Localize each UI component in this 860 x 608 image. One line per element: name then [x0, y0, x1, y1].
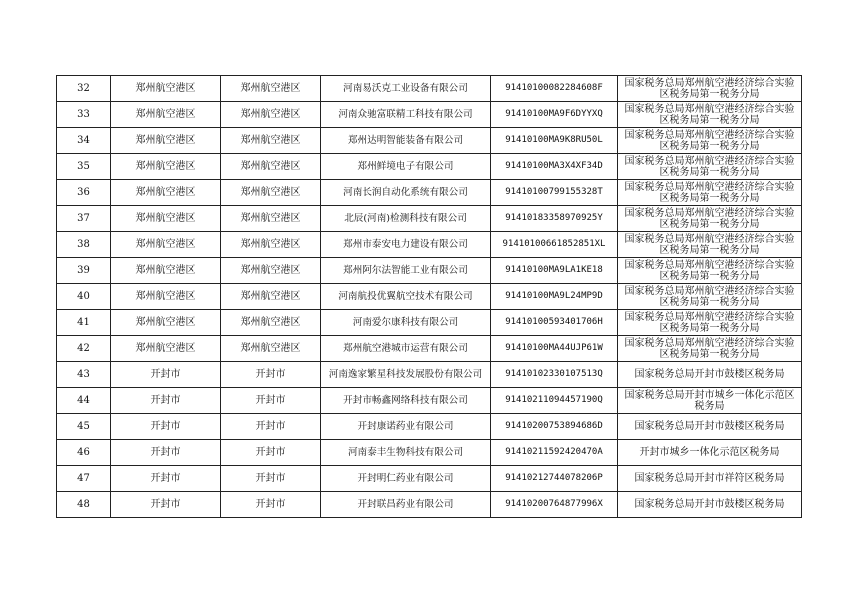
credit-code-cell: 91410102330107513Q: [491, 362, 618, 388]
credit-code-cell: 91410100MA44UJP61W: [491, 336, 618, 362]
district-cell: 郑州航空港区: [221, 206, 321, 232]
tax-office-cell: 国家税务总局郑州航空港经济综合实验区税务局第一税务分局: [618, 128, 802, 154]
region-cell: 郑州航空港区: [111, 336, 221, 362]
tax-office-cell: 开封市城乡一体化示范区税务局: [618, 440, 802, 466]
company-name-cell: 郑州鲜境电子有限公司: [321, 154, 491, 180]
region-cell: 郑州航空港区: [111, 310, 221, 336]
row-number-cell: 37: [57, 206, 111, 232]
region-cell: 开封市: [111, 388, 221, 414]
table-body: [57, 76, 802, 518]
region-cell: 郑州航空港区: [111, 180, 221, 206]
table-row: [57, 414, 802, 440]
company-name-cell: 北辰(河南)检测科技有限公司: [321, 206, 491, 232]
company-name-cell: 开封联昌药业有限公司: [321, 492, 491, 518]
tax-office-cell: 国家税务总局郑州航空港经济综合实验区税务局第一税务分局: [618, 258, 802, 284]
row-number-cell: 47: [57, 466, 111, 492]
tax-office-cell: 国家税务总局郑州航空港经济综合实验区税务局第一税务分局: [618, 206, 802, 232]
credit-code-cell: 91410100MA9LA1KE18: [491, 258, 618, 284]
region-cell: 郑州航空港区: [111, 206, 221, 232]
table-row: [57, 128, 802, 154]
row-number-cell: 33: [57, 102, 111, 128]
company-name-cell: 河南易沃克工业设备有限公司: [321, 76, 491, 102]
company-name-cell: 郑州达明智能装备有限公司: [321, 128, 491, 154]
district-cell: 郑州航空港区: [221, 336, 321, 362]
row-number-cell: 32: [57, 76, 111, 102]
row-number-cell: 48: [57, 492, 111, 518]
district-cell: 开封市: [221, 414, 321, 440]
tax-office-cell: 国家税务总局郑州航空港经济综合实验区税务局第一税务分局: [618, 232, 802, 258]
tax-office-cell: 国家税务总局郑州航空港经济综合实验区税务局第一税务分局: [618, 102, 802, 128]
credit-code-cell: 91410100799155328T: [491, 180, 618, 206]
company-name-cell: 郑州航空港城市运营有限公司: [321, 336, 491, 362]
table-row: [57, 180, 802, 206]
region-cell: 郑州航空港区: [111, 232, 221, 258]
table-row: [57, 466, 802, 492]
region-cell: 开封市: [111, 440, 221, 466]
district-cell: 郑州航空港区: [221, 180, 321, 206]
row-number-cell: 42: [57, 336, 111, 362]
credit-code-cell: 91410212744078206P: [491, 466, 618, 492]
row-number-cell: 46: [57, 440, 111, 466]
table-row: [57, 206, 802, 232]
district-cell: 开封市: [221, 440, 321, 466]
tax-office-cell: 国家税务总局郑州航空港经济综合实验区税务局第一税务分局: [618, 336, 802, 362]
row-number-cell: 38: [57, 232, 111, 258]
row-number-cell: 43: [57, 362, 111, 388]
table-row: [57, 336, 802, 362]
district-cell: 开封市: [221, 466, 321, 492]
row-number-cell: 44: [57, 388, 111, 414]
company-name-cell: 开封市畅鑫网络科技有限公司: [321, 388, 491, 414]
region-cell: 开封市: [111, 362, 221, 388]
region-cell: 郑州航空港区: [111, 128, 221, 154]
table-row: [57, 310, 802, 336]
tax-office-cell: 国家税务总局郑州航空港经济综合实验区税务局第一税务分局: [618, 284, 802, 310]
tax-office-cell: 国家税务总局开封市鼓楼区税务局: [618, 414, 802, 440]
credit-code-cell: 91410200764877996X: [491, 492, 618, 518]
tax-office-cell: 国家税务总局开封市城乡一体化示范区税务局: [618, 388, 802, 414]
table-row: [57, 102, 802, 128]
company-name-cell: 河南众驰富联精工科技有限公司: [321, 102, 491, 128]
row-number-cell: 36: [57, 180, 111, 206]
tax-office-cell: 国家税务总局开封市鼓楼区税务局: [618, 492, 802, 518]
credit-code-cell: 91410100MA9L24MP9D: [491, 284, 618, 310]
company-name-cell: 郑州市泰安电力建设有限公司: [321, 232, 491, 258]
table-row: [57, 154, 802, 180]
district-cell: 郑州航空港区: [221, 76, 321, 102]
credit-code-cell: 91410211592420470A: [491, 440, 618, 466]
company-name-cell: 河南爱尔康科技有限公司: [321, 310, 491, 336]
row-number-cell: 40: [57, 284, 111, 310]
region-cell: 郑州航空港区: [111, 154, 221, 180]
table-row: [57, 440, 802, 466]
credit-code-cell: 91410200753894686D: [491, 414, 618, 440]
region-cell: 郑州航空港区: [111, 258, 221, 284]
district-cell: 郑州航空港区: [221, 284, 321, 310]
district-cell: 郑州航空港区: [221, 258, 321, 284]
district-cell: 郑州航空港区: [221, 154, 321, 180]
company-name-cell: 河南长润自动化系统有限公司: [321, 180, 491, 206]
row-number-cell: 39: [57, 258, 111, 284]
row-number-cell: 41: [57, 310, 111, 336]
company-name-cell: 开封明仁药业有限公司: [321, 466, 491, 492]
table-row: [57, 492, 802, 518]
row-number-cell: 35: [57, 154, 111, 180]
company-name-cell: 开封康诺药业有限公司: [321, 414, 491, 440]
tax-office-cell: 国家税务总局开封市祥符区税务局: [618, 466, 802, 492]
table-row: [57, 258, 802, 284]
district-cell: 郑州航空港区: [221, 310, 321, 336]
row-number-cell: 45: [57, 414, 111, 440]
tax-office-cell: 国家税务总局郑州航空港经济综合实验区税务局第一税务分局: [618, 76, 802, 102]
region-cell: 开封市: [111, 492, 221, 518]
credit-code-cell: 91410100661852851XL: [491, 232, 618, 258]
company-name-cell: 河南逸家繁星科技发展股份有限公司: [321, 362, 491, 388]
credit-code-cell: 91410100MA3X4XF34D: [491, 154, 618, 180]
credit-code-cell: 91410100593401706H: [491, 310, 618, 336]
company-name-cell: 河南泰丰生物科技有限公司: [321, 440, 491, 466]
row-number-cell: 34: [57, 128, 111, 154]
district-cell: 开封市: [221, 492, 321, 518]
table-row: [57, 232, 802, 258]
district-cell: 郑州航空港区: [221, 232, 321, 258]
district-cell: 开封市: [221, 388, 321, 414]
credit-code-cell: 91410100MA9K8RU50L: [491, 128, 618, 154]
region-cell: 郑州航空港区: [111, 284, 221, 310]
credit-code-cell: 91410183358970925Y: [491, 206, 618, 232]
district-cell: 开封市: [221, 362, 321, 388]
taxpayer-list-table: [56, 75, 802, 518]
tax-office-cell: 国家税务总局开封市鼓楼区税务局: [618, 362, 802, 388]
tax-office-cell: 国家税务总局郑州航空港经济综合实验区税务局第一税务分局: [618, 180, 802, 206]
credit-code-cell: 91410100MA9F6DYYXQ: [491, 102, 618, 128]
table-row: [57, 284, 802, 310]
credit-code-cell: 91410100082284608F: [491, 76, 618, 102]
tax-office-cell: 国家税务总局郑州航空港经济综合实验区税务局第一税务分局: [618, 154, 802, 180]
region-cell: 开封市: [111, 466, 221, 492]
region-cell: 开封市: [111, 414, 221, 440]
company-name-cell: 郑州阿尔法智能工业有限公司: [321, 258, 491, 284]
district-cell: 郑州航空港区: [221, 102, 321, 128]
credit-code-cell: 91410211094457190Q: [491, 388, 618, 414]
table-row: [57, 362, 802, 388]
region-cell: 郑州航空港区: [111, 102, 221, 128]
tax-office-cell: 国家税务总局郑州航空港经济综合实验区税务局第一税务分局: [618, 310, 802, 336]
company-name-cell: 河南航投优翼航空技术有限公司: [321, 284, 491, 310]
table-row: [57, 76, 802, 102]
table-row: [57, 388, 802, 414]
region-cell: 郑州航空港区: [111, 76, 221, 102]
district-cell: 郑州航空港区: [221, 128, 321, 154]
